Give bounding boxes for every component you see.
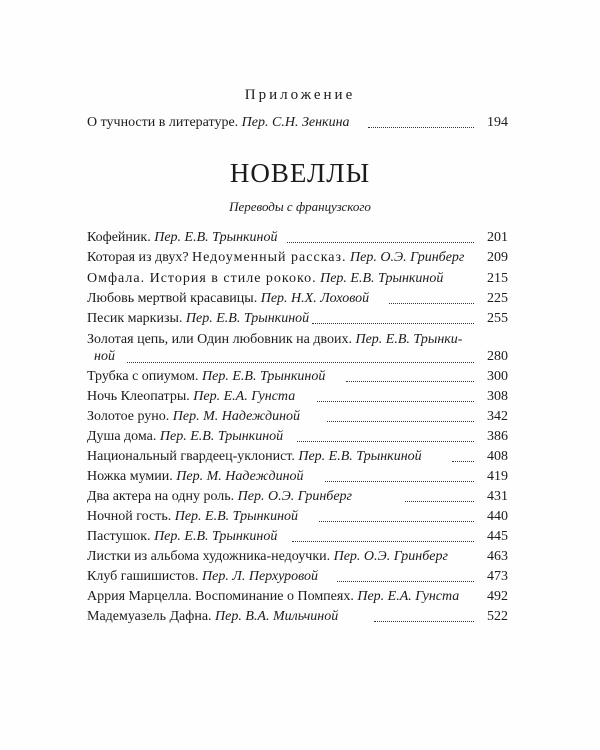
- entry-translator: Пер. Е.В. Трынкиной: [174, 509, 299, 524]
- toc-entry[interactable]: [87, 548, 508, 566]
- entry-translator: Пер. Е.В. Трынкиной: [320, 271, 444, 286]
- toc-entry-text: [87, 331, 462, 349]
- entry-translator: Пер. Е.В. Трынкиной: [159, 429, 284, 444]
- entry-translator: Пер. О.Э. Гринберг: [237, 489, 353, 504]
- toc-entry-text: [87, 468, 304, 486]
- toc-entry[interactable]: [87, 388, 508, 406]
- entry-page: 440: [487, 509, 508, 524]
- toc-entry-text: [87, 508, 298, 526]
- entry-translator-continued: ной: [94, 349, 115, 364]
- leader-dots: [319, 521, 474, 522]
- entry-page: 225: [487, 291, 508, 306]
- entry-translator: Пер. О.Э. Гринберг: [333, 549, 448, 564]
- entry-title: Ночной гость.: [87, 509, 172, 524]
- entry-title: Два актера на одну роль.: [87, 489, 235, 504]
- leader-dots: [327, 421, 474, 422]
- entry-title: Пастушок.: [87, 529, 151, 544]
- entry-title-spaced: Недоуменный рассказ.: [192, 250, 347, 265]
- entry-translator: Пер. Е.В. Трынкиной: [185, 311, 310, 326]
- entry-translator: Пер. М. Надеждиной: [176, 469, 304, 484]
- leader-dots: [312, 323, 474, 324]
- toc-entry[interactable]: [87, 290, 508, 308]
- toc-entry[interactable]: [87, 428, 508, 446]
- leader-dots: [297, 441, 474, 442]
- toc-entry-text: [87, 608, 338, 626]
- toc-entry-text: [87, 249, 464, 267]
- toc-entry[interactable]: [87, 310, 508, 328]
- entry-title: Которая из двух?: [87, 250, 189, 265]
- leader-dots: [389, 303, 474, 304]
- entry-title: Ножка мумии.: [87, 469, 173, 484]
- leader-dots: [368, 127, 474, 128]
- toc-entry[interactable]: [87, 368, 508, 386]
- toc-entry[interactable]: [87, 448, 508, 466]
- entry-translator: Пер. Н.Х. Лоховой: [260, 291, 370, 306]
- leader-dots: [346, 381, 474, 382]
- toc-entry-text: [87, 290, 369, 308]
- toc-entry-text: [87, 548, 448, 566]
- entry-translator: Пер. Л. Перхуровой: [202, 569, 319, 584]
- leader-dots: [292, 541, 474, 542]
- entry-title: Омфала. История в стиле рококо.: [87, 271, 317, 286]
- section-title: НОВЕЛЛЫ: [229, 158, 371, 188]
- section-subtitle: Переводы с французского: [229, 199, 371, 214]
- entry-translator: Пер. М. Надеждиной: [172, 409, 301, 424]
- toc-entry[interactable]: [87, 229, 508, 247]
- toc-entry-text: [87, 310, 309, 328]
- entry-page: 445: [487, 529, 508, 544]
- toc-entry-text: [87, 488, 352, 506]
- toc-entry-text: [87, 368, 325, 386]
- toc-entry-text: [87, 448, 422, 466]
- toc-entry[interactable]: [87, 488, 508, 506]
- entry-translator: Пер. Е.В. Трынки-: [355, 332, 463, 347]
- entry-title: Любовь мертвой красавицы.: [87, 291, 258, 306]
- entry-page: 194: [487, 115, 508, 130]
- entry-translator: Пер. О.Э. Гринберг: [350, 250, 465, 265]
- entry-translator: Пер. Е.В. Трынкиной: [154, 230, 278, 245]
- toc-entry-text: [87, 428, 283, 446]
- leader-dots: [287, 242, 474, 243]
- entry-title: Ночь Клеопатры.: [87, 389, 190, 404]
- entry-page: 308: [487, 389, 508, 404]
- entry-title: Золотое руно.: [87, 409, 170, 424]
- entry-page: 255: [487, 311, 508, 326]
- entry-translator: Пер. Е.А. Гунста: [357, 589, 460, 604]
- toc-entry-text: [87, 568, 318, 586]
- entry-translator: Пер. Е.В. Трынкиной: [202, 369, 326, 384]
- entry-page: 419: [487, 469, 508, 484]
- toc-entry-text: [87, 388, 295, 406]
- toc-entry[interactable]: [87, 270, 508, 288]
- toc-entry-text: [87, 270, 443, 288]
- entry-page: 522: [487, 609, 508, 624]
- entry-page: 215: [487, 271, 508, 286]
- entry-title: Золотая цепь, или Один любовник на двоих.: [87, 332, 352, 347]
- entry-page: 300: [487, 369, 508, 384]
- entry-page: 201: [487, 230, 508, 245]
- entry-title: Песик маркизы.: [87, 311, 183, 326]
- entry-title: О тучности в литературе.: [87, 115, 239, 130]
- toc-entry-text: [87, 528, 277, 546]
- entry-title: Аррия Марцелла. Воспоминание о Помпеях.: [87, 589, 354, 604]
- leader-dots: [337, 581, 474, 582]
- leader-dots: [452, 461, 474, 462]
- leader-dots: [127, 362, 474, 363]
- toc-entry[interactable]: [87, 408, 508, 426]
- entry-page: 431: [487, 489, 508, 504]
- entry-page: 386: [487, 429, 508, 444]
- toc-entry[interactable]: [87, 608, 508, 626]
- entry-title: Кофейник.: [87, 230, 151, 245]
- entry-translator: Пер. Е.В. Трынкиной: [154, 529, 278, 544]
- entry-page: 408: [487, 449, 508, 464]
- entry-page: 342: [487, 409, 508, 424]
- entry-title: Клуб гашишистов.: [87, 569, 199, 584]
- toc-entry-text: [87, 588, 459, 606]
- entry-translator: Пер. Е.А. Гунста: [193, 389, 296, 404]
- entry-title: Листки из альбома художника-недоучки.: [87, 549, 331, 564]
- appendix-heading: Приложение: [244, 87, 356, 103]
- toc-entry[interactable]: [87, 528, 508, 546]
- leader-dots: [325, 481, 474, 482]
- entry-title: Национальный гвардеец-уклонист.: [87, 449, 295, 464]
- toc-entry-appendix[interactable]: [87, 114, 508, 132]
- toc-entry-text: [87, 408, 300, 426]
- toc-entry[interactable]: [87, 249, 508, 267]
- entry-translator: Пер. С.Н. Зенкина: [241, 115, 350, 130]
- entry-title: Трубка с опиумом.: [87, 369, 199, 384]
- entry-page: 209: [487, 250, 508, 265]
- entry-page: 473: [487, 569, 508, 584]
- toc-entry[interactable]: [87, 568, 508, 586]
- toc-entry[interactable]: [87, 508, 508, 526]
- leader-dots: [317, 401, 474, 402]
- entry-page: 280: [487, 349, 508, 364]
- entry-title: Мадемуазель Дафна.: [87, 609, 212, 624]
- leader-dots: [374, 621, 474, 622]
- entry-title: Душа дома.: [87, 429, 157, 444]
- entry-page: 492: [487, 589, 508, 604]
- entry-translator: Пер. В.А. Мильчиной: [215, 609, 339, 624]
- leader-dots: [405, 501, 474, 502]
- entry-page: 463: [487, 549, 508, 564]
- entry-translator: Пер. Е.В. Трынкиной: [298, 449, 422, 464]
- toc-entry-text: [87, 114, 350, 132]
- toc-entry[interactable]: [87, 468, 508, 486]
- toc-entry-text: [87, 229, 278, 247]
- toc-entry[interactable]: [87, 588, 508, 606]
